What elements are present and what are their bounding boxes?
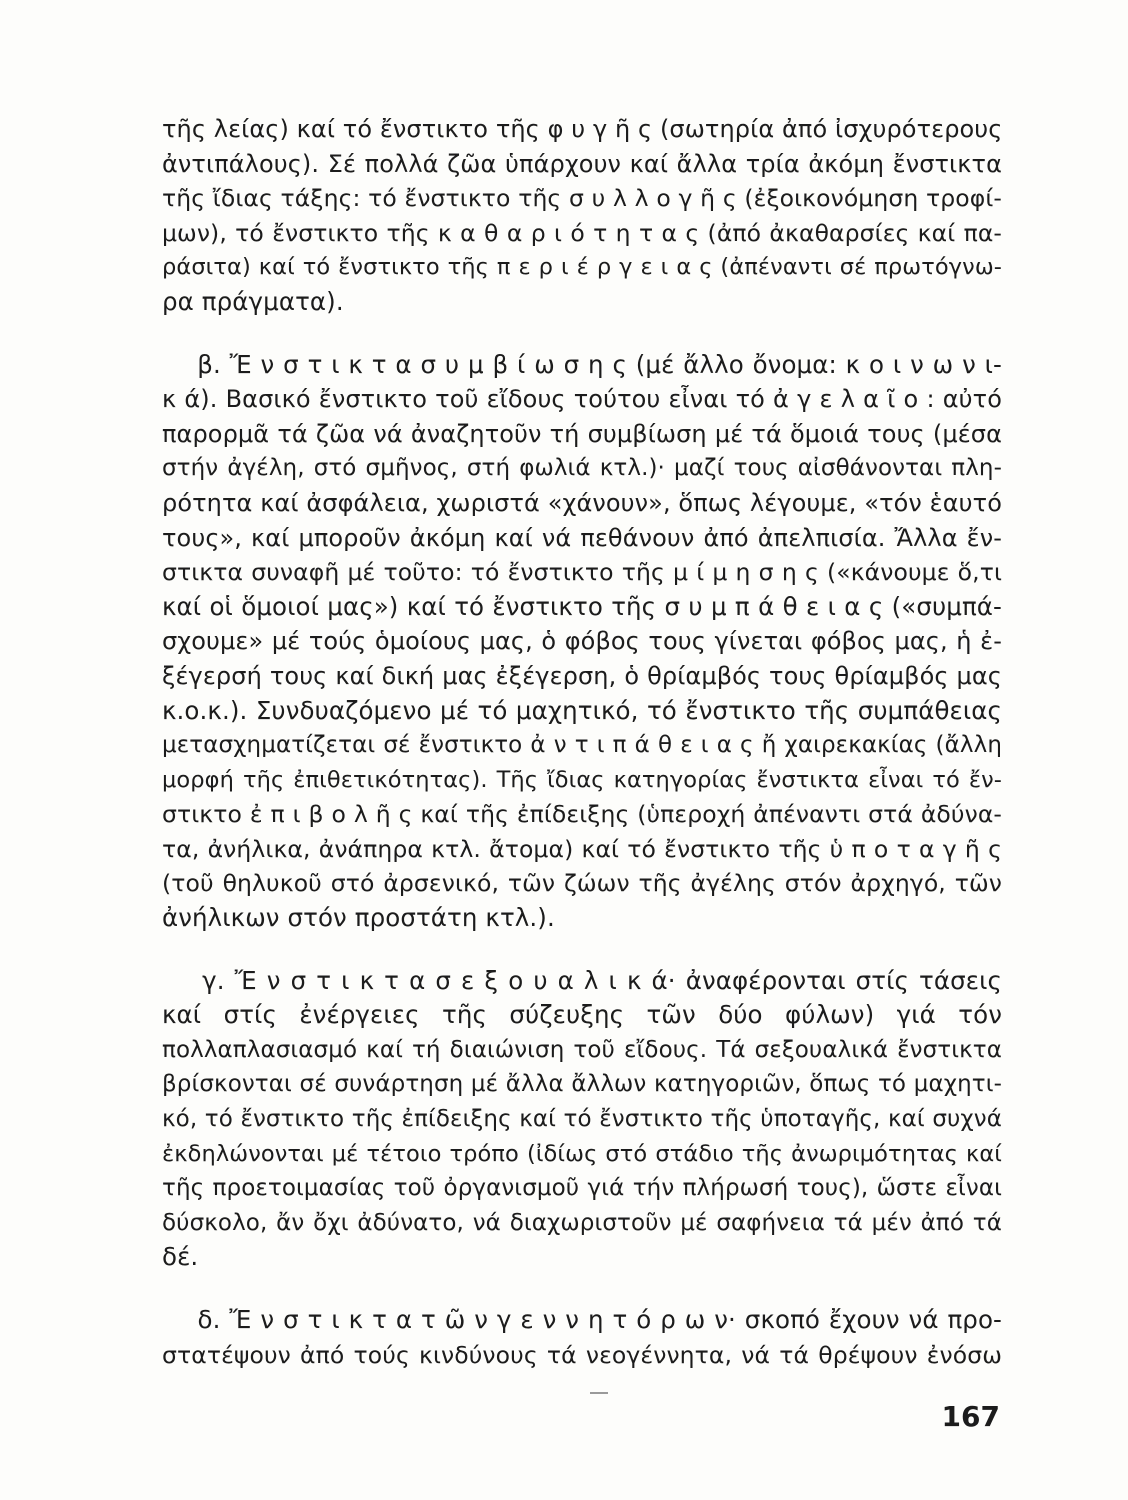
paragraph-beta-cohabitation — [162, 348, 1002, 936]
text-column — [162, 112, 1002, 1372]
text-line: δ. Ἔ ν σ τ ι κ τ α τ ῶ ν γ ε ν ν η τ ό ρ ω ν· σκοπό ἔχουν νά προ- — [162, 1305, 1002, 1334]
text-line: τους», καί μποροῦν ἀκόμη καί νά πεθάνουν ἀπό ἀπελπισία. Ἄλλα ἔν- — [162, 523, 1002, 552]
text-line: μορφή τῆς ἐπιθετικότητας). Τῆς ἴδιας κατηγορίας ἔνστικτα εἶναι τό ἔν- — [162, 766, 1002, 793]
text-line: ρότητα καί ἀσφάλεια, χωριστά «χάνουν», ὅπως λέγουμε, «τόν ἑαυτό — [162, 488, 1002, 517]
text-line: κό, τό ἔνστικτο τῆς ἐπίδειξης καί τό ἔνστικτο τῆς ὑποταγῆς, καί συχνά — [162, 1106, 1002, 1133]
text-line: (τοῦ θηλυκοῦ στό ἀρσενικό, τῶν ζώων τῆς ἀγέλης στόν ἀρχηγό, τῶν — [162, 869, 1002, 898]
text-line: κ.ο.κ.). Συνδυαζόμενο μέ τό μαχητικό, τό ἔνστικτο τῆς συμπάθειας — [162, 695, 1002, 725]
text-line: δέ. — [162, 1242, 199, 1272]
text-line: κ ά). Βασικό ἔνστικτο τοῦ εἴδους τούτου εἶναι τό ἀ γ ε λ α ῖ ο : αὐτό — [162, 385, 1002, 414]
text-line: ξέγερσή τους καί δική μας ἐξέγερση, ὁ θρίαμβός τους θρίαμβός μας — [162, 661, 1002, 690]
paragraph-instincts-of-flight — [162, 112, 1002, 320]
text-line: στικτα συναφῆ μέ τοῦτο: τό ἔνστικτο τῆς μ ί μ η σ η ς («κάνουμε ὅ,τι — [162, 558, 1002, 587]
text-line: παρορμᾶ τά ζῶα νά ἀναζητοῦν τή συμβίωση μέ τά ὅμοιά τους (μέσα — [162, 419, 1002, 448]
paragraph-delta-parental — [162, 1303, 1002, 1372]
text-line: μων), τό ἔνστικτο τῆς κ α θ α ρ ι ό τ η τ α ς (ἀπό ἀκαθαρσίες καί πα- — [162, 218, 1002, 247]
text-line: ρα πράγματα). — [162, 286, 344, 316]
text-line: ράσιτα) καί τό ἔνστικτο τῆς π ε ρ ι έ ρ γ ε ι α ς (ἀπέναντι σέ πρωτόγνω- — [162, 254, 1002, 281]
text-line: γ. Ἔ ν σ τ ι κ τ α σ ε ξ ο υ α λ ι κ ά· ἀναφέρονται στίς τάσεις — [162, 965, 1002, 995]
text-line: καί οἱ ὅμοιοί μας») καί τό ἔνστικτο τῆς σ υ μ π ά θ ε ι α ς («συμπά- — [162, 591, 1002, 621]
text-line: β. Ἔ ν σ τ ι κ τ α σ υ μ β ί ω σ η ς (μέ ἄλλο ὄνομα: κ ο ι ν ω ν ι- — [162, 349, 1002, 379]
text-line: βρίσκονται σέ συνάρτηση μέ ἄλλα ἄλλων κατηγοριῶν, ὅπως τό μαχητι- — [162, 1071, 1002, 1098]
text-line: τῆς προετοιμασίας τοῦ ὀργανισμοῦ γιά τήν πλήρωσή τους), ὥστε εἶναι — [162, 1175, 1002, 1202]
text-line: ἀντιπάλους). Σέ πολλά ζῶα ὑπάρχουν καί ἄλλα τρία ἀκόμη ἔνστικτα — [162, 149, 1002, 178]
text-line: στήν ἀγέλη, στό σμῆνος, στή φωλιά κτλ.)· μαζί τους αἰσθάνονται πλη- — [162, 455, 1002, 482]
text-line: ἀνήλικων στόν προστάτη κτλ.). — [162, 903, 555, 933]
text-line: τα, ἀνήλικα, ἀνάπηρα κτλ. ἄτομα) καί τό ἔνστικτο τῆς ὑ π ο τ α γ ῆ ς — [162, 834, 1002, 863]
text-line: ἐκδηλώνονται μέ τέτοιο τρόπο (ἰδίως στό στάδιο τῆς ἀνωριμότητας καί — [162, 1140, 1002, 1167]
text-line: τῆς λείας) καί τό ἔνστικτο τῆς φ υ γ ῆ ς (σωτηρία ἀπό ἰσχυρότερους — [162, 115, 1003, 143]
page-number: 167 — [941, 1400, 1000, 1433]
paragraph-gamma-sexual — [162, 964, 1002, 1275]
text-line: καί στίς ἐνέργειες τῆς σύζευξης τῶν δύο φύλων) γιά τόν — [162, 1000, 1002, 1030]
text-line: στικτο ἐ π ι β ο λ ῆ ς καί τῆς ἐπίδειξης (ὑπεροχή ἀπέναντι στά ἀδύνα- — [162, 800, 1002, 829]
text-line: μετασχηματίζεται σέ ἔνστικτο ἀ ν τ ι π ά θ ε ι α ς ἤ χαιρεκακίας (ἄλλη — [162, 732, 1002, 759]
text-line: δύσκολο, ἄν ὄχι ἀδύνατο, νά διαχωριστοῦν μέ σαφήνεια τά μέν ἀπό τά — [162, 1209, 1002, 1236]
text-line: πολλαπλασιασμό καί τή διαιώνιση τοῦ εἴδους. Τά σεξουαλικά ἔνστικτα — [162, 1036, 1002, 1063]
text-line: τῆς ἴδιας τάξης: τό ἔνστικτο τῆς σ υ λ λ ο γ ῆ ς (ἐξοικονόμηση τροφί- — [162, 184, 1002, 213]
text-line: σχουμε» μέ τούς ὁμοίους μας, ὁ φόβος τους γίνεται φόβος μας, ἡ ἐ- — [162, 627, 1002, 656]
print-mark — [590, 1392, 608, 1394]
text-line: στατέψουν ἀπό τούς κινδύνους τά νεογέννητα, νά τά θρέψουν ἐνόσω — [162, 1340, 1002, 1369]
